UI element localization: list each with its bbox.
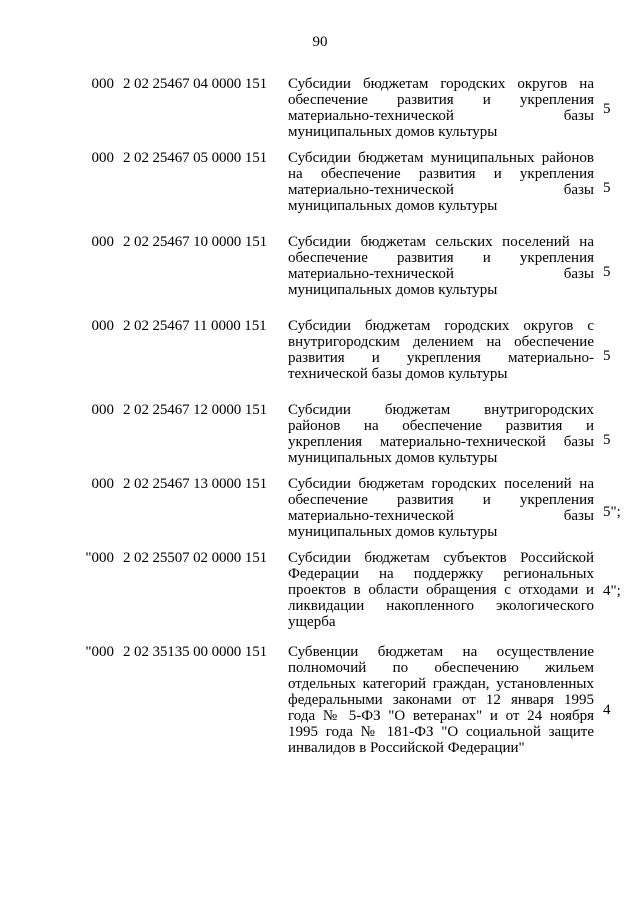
amount-value: 4";	[603, 583, 621, 599]
description-line: районов на обеспечение развития и	[288, 418, 594, 434]
admin-code: 000	[91, 476, 114, 492]
description-line: технической базы домов культуры	[288, 366, 508, 382]
description-line: года № 5-ФЗ "О ветеранах" и от 24 ноября	[288, 708, 594, 724]
income-description	[288, 76, 594, 140]
admin-code: 000	[91, 234, 114, 250]
table-row	[76, 476, 636, 540]
amount-value: 5";	[603, 504, 621, 520]
budget-classification-code: 2 02 25467 05 0000 151	[123, 150, 268, 166]
admin-code: 000	[91, 318, 114, 334]
income-description	[288, 550, 594, 630]
amount-value: 5	[603, 432, 611, 448]
description-line: отдельных категорий граждан, установленных	[288, 676, 594, 692]
description-line: Субсидии бюджетам городских округов на	[288, 76, 594, 92]
description-line: Субсидии бюджетам городских поселений на	[288, 476, 594, 492]
amount-value: 4	[603, 702, 611, 718]
page-number: 90	[312, 34, 328, 50]
description-line: обеспечение развития и укрепления	[288, 92, 594, 108]
income-description	[288, 234, 594, 298]
description-line: муниципальных домов культуры	[288, 282, 498, 298]
amount-value: 5	[603, 264, 611, 280]
description-line: Субсидии бюджетам сельских поселений на	[288, 234, 594, 250]
income-description	[288, 476, 594, 540]
description-line: Субсидии бюджетам муниципальных районов	[288, 150, 594, 166]
table-row	[76, 234, 636, 298]
budget-classification-code: 2 02 25467 13 0000 151	[123, 476, 268, 492]
description-line: федеральными законами от 12 января 1995	[288, 692, 594, 708]
admin-code: "000	[85, 550, 114, 566]
table-row	[76, 550, 636, 630]
budget-classification-code: 2 02 25467 04 0000 151	[123, 76, 268, 92]
budget-classification-code: 2 02 35135 00 0000 151	[123, 644, 268, 660]
table-row	[76, 76, 636, 140]
description-line: внутригородским делением на обеспечение	[288, 334, 594, 350]
description-line: инвалидов в Российской Федерации"	[288, 740, 525, 756]
description-line: ущерба	[288, 614, 336, 630]
description-line: муниципальных домов культуры	[288, 198, 498, 214]
amount-value: 5	[603, 348, 611, 364]
description-line: материально-технической базы	[288, 182, 594, 198]
description-line: проектов в области обращения с отходами и	[288, 582, 594, 598]
admin-code: 000	[91, 150, 114, 166]
table-row	[76, 318, 636, 382]
description-line: материально-технической базы	[288, 508, 594, 524]
admin-code: 000	[91, 76, 114, 92]
description-line: на обеспечение развития и укрепления	[288, 166, 594, 182]
budget-classification-code: 2 02 25467 12 0000 151	[123, 402, 268, 418]
description-line: Федерации на поддержку региональных	[288, 566, 594, 582]
budget-classification-code: 2 02 25507 02 0000 151	[123, 550, 268, 566]
budget-classification-code: 2 02 25467 11 0000 151	[123, 318, 267, 334]
description-line: муниципальных домов культуры	[288, 524, 498, 540]
description-line: муниципальных домов культуры	[288, 450, 498, 466]
description-line: Субсидии бюджетам субъектов Российской	[288, 550, 594, 566]
description-line: 1995 года № 181-ФЗ "О социальной защите	[288, 724, 594, 740]
description-line: Субвенции бюджетам на осуществление	[288, 644, 594, 660]
description-line: Субсидии бюджетам внутригородских	[288, 402, 594, 418]
table-row	[76, 402, 636, 466]
description-line: обеспечение развития и укрепления	[288, 492, 594, 508]
description-line: укрепления материально-технической базы	[288, 434, 594, 450]
amount-value: 5	[603, 101, 611, 117]
description-line: муниципальных домов культуры	[288, 124, 498, 140]
income-description	[288, 150, 594, 214]
admin-code: 000	[91, 402, 114, 418]
table-row	[76, 150, 636, 214]
income-description	[288, 402, 594, 466]
description-line: развития и укрепления материально-	[288, 350, 594, 366]
budget-classification-code: 2 02 25467 10 0000 151	[123, 234, 268, 250]
admin-code: "000	[85, 644, 114, 660]
income-description	[288, 318, 594, 382]
description-line: обеспечение развития и укрепления	[288, 250, 594, 266]
amount-value: 5	[603, 180, 611, 196]
description-line: материально-технической базы	[288, 266, 594, 282]
description-line: Субсидии бюджетам городских округов с	[288, 318, 594, 334]
income-description	[288, 644, 594, 756]
description-line: ликвидации накопленного экологического	[288, 598, 594, 614]
description-line: полномочий по обеспечению жильем	[288, 660, 594, 676]
description-line: материально-технической базы	[288, 108, 594, 124]
table-row	[76, 644, 636, 756]
